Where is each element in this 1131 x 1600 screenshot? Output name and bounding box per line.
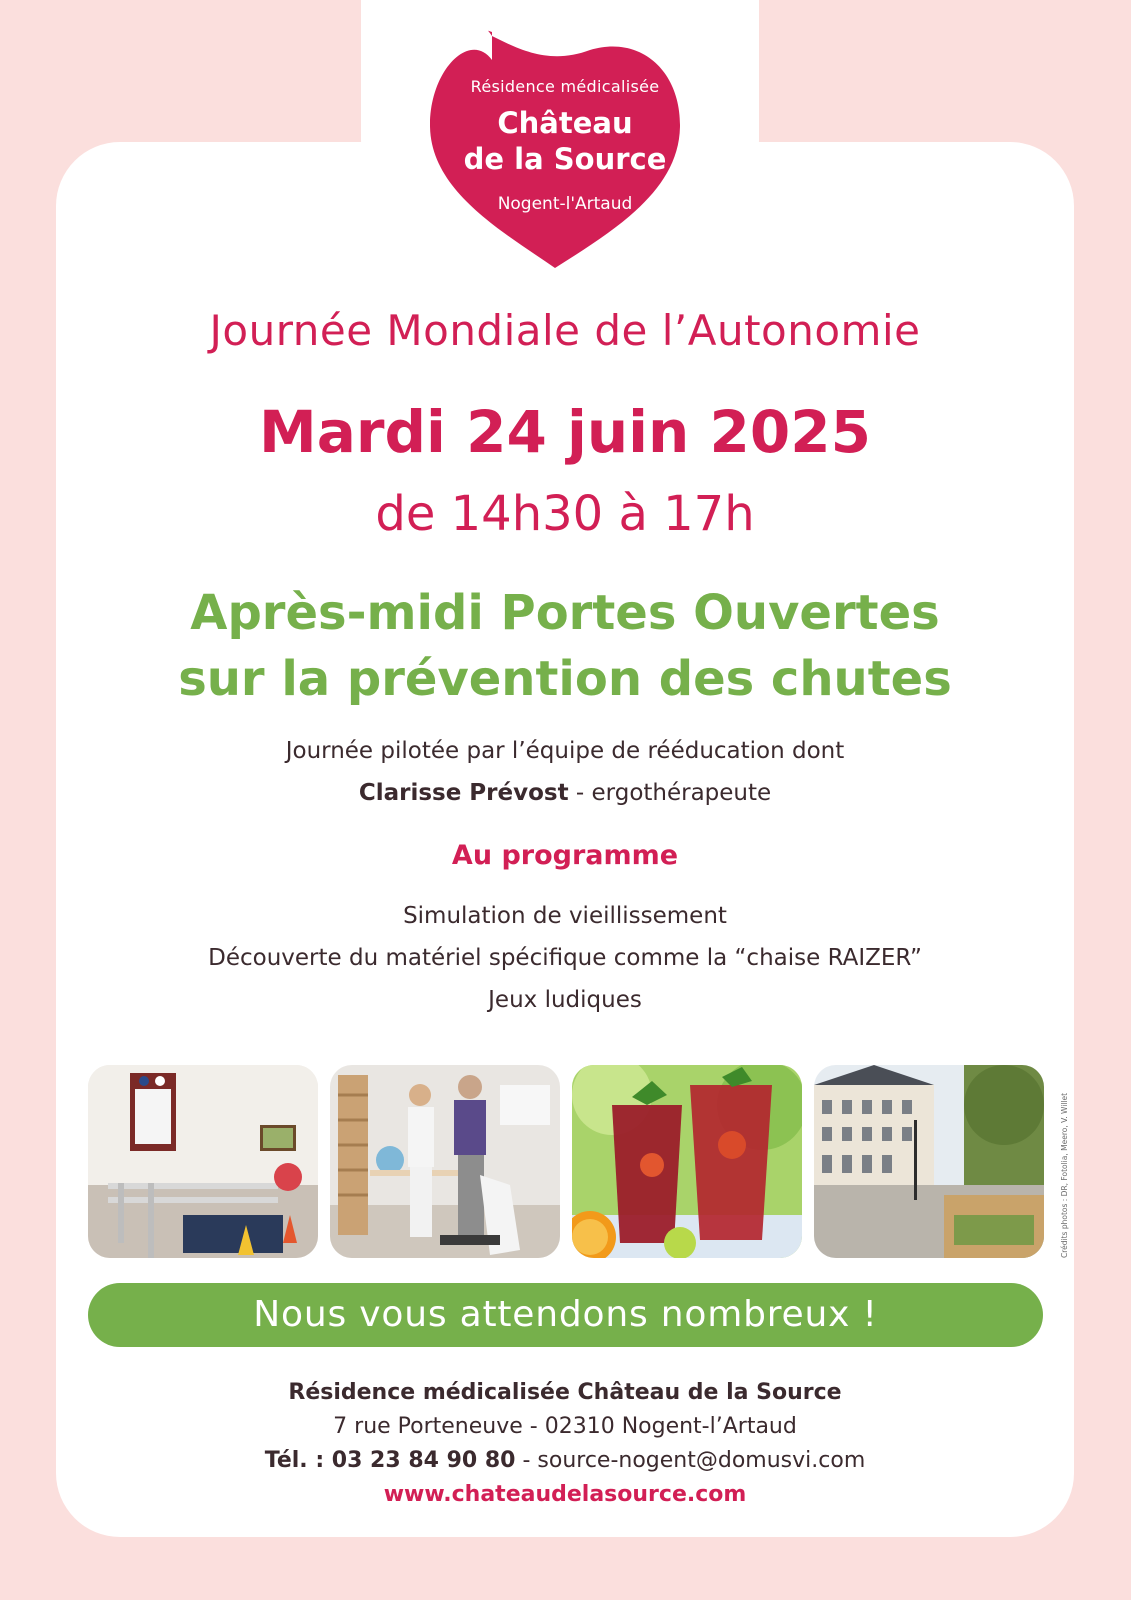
contact-phone-email [56, 1448, 1074, 1473]
led-by-text: Journée pilotée par l’équipe de rééducation dont [285, 738, 845, 764]
program-item: Jeux ludiques [488, 987, 642, 1013]
photo-credits: Crédits photos : DR, Fotolia, Meero, V. Willet [1060, 1092, 1069, 1258]
logo-name-line1: Château [497, 106, 633, 140]
contact-name: Résidence médicalisée Château de la Source [288, 1380, 842, 1405]
logo-subtitle: Résidence médicalisée [470, 77, 660, 96]
photo-therapist-patient [330, 1065, 560, 1258]
logo [430, 30, 700, 278]
event-title: Journée Mondiale de l’Autonomie [209, 306, 921, 355]
program-list [56, 895, 1074, 1021]
program-item: Découverte du matériel spécifique comme la “chaise RAIZER” [208, 945, 922, 971]
event-date: Mardi 24 juin 2025 [259, 398, 871, 466]
logo-name [430, 105, 700, 177]
person-line [56, 772, 1074, 814]
contact-address: 7 rue Porteneuve - 02310 Nogent-l’Artaud [333, 1414, 797, 1439]
welcome-banner: Nous vous attendons nombreux ! [88, 1283, 1043, 1347]
person-name: Clarisse Prévost [358, 780, 569, 806]
event-time: de 14h30 à 17h [375, 486, 755, 542]
contact-phone: Tél. : 03 23 84 90 80 [264, 1448, 516, 1473]
event-headline [56, 580, 1074, 712]
photo-drinks [572, 1065, 802, 1258]
contact-website[interactable]: www.chateaudelasource.com [383, 1482, 747, 1507]
program-item: Simulation de vieillissement [403, 903, 727, 929]
contact-email[interactable]: - source-nogent@domusvi.com [515, 1448, 866, 1473]
person-role: - ergothérapeute [568, 780, 772, 806]
program-heading: Au programme [451, 840, 679, 871]
headline-line2: sur la prévention des chutes [178, 651, 952, 707]
logo-name-line2: de la Source [463, 142, 667, 176]
logo-town: Nogent-l'Artaud [497, 194, 633, 214]
led-by-block [56, 730, 1074, 814]
headline-line1: Après-midi Portes Ouvertes [190, 585, 940, 641]
photo-residence-building [814, 1065, 1044, 1258]
photo-rehab-room [88, 1065, 318, 1258]
